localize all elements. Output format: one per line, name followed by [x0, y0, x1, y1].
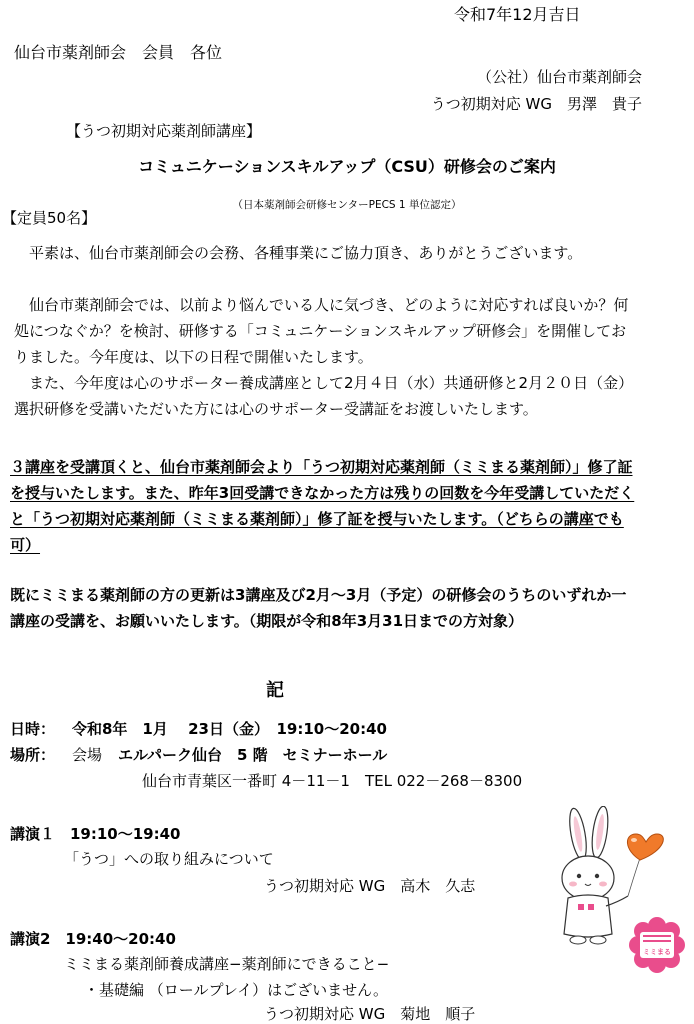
- lecture1-heading: 講演１ 19:10～19:40: [10, 825, 181, 843]
- page-subtitle: （日本薬剤師会研修センターPECS 1 単位認定）: [232, 199, 462, 211]
- lecture2-topic: ミミまる薬剤師養成講座−薬剤師にできること−: [64, 955, 390, 973]
- paragraph-greeting: 平素は、仙台市薬剤師会の会務、各種事業にご協力頂き、ありがとうございます。: [14, 244, 583, 262]
- lecture1-topic: 「うつ」への取り組みについて: [64, 850, 274, 868]
- place-address: 仙台市青葉区一番町 4－11－1 TEL 022－268－8300: [142, 772, 523, 790]
- lecture1-speaker: うつ初期対応 WG 高木 久志: [264, 877, 476, 895]
- paragraph-intro: 仙台市薬剤師会では、以前より悩んでいる人に気づき、どのように対応すれば良いか？何処につなぐか？を検討、研修する「コミュニケーションスキルアップ研修会」を開催しておりました。今年度は、以下の日程で開催いたします。: [14, 296, 629, 366]
- paragraph-renewal: 既にミミまる薬剤師の方の更新は3講座及び2月～3月（予定）の研修会のうちのいずれか一講座の受講を、お願いいたします。（期限が令和8年3月31日までの方対象）: [10, 586, 627, 630]
- paragraph-supporter: また、今年度は心のサポーター養成講座として2月４日（水）共通研修と2月２０日（金）選択研修を受講いただいた方には心のサポーター受講証をお渡しいたします。: [14, 374, 634, 418]
- page-title: コミュニケーションスキルアップ（CSU）研修会のご案内: [138, 157, 556, 176]
- place-value: エルパーク仙台 5 階 セミナーホール: [118, 746, 388, 764]
- course-label: 【うつ初期対応薬剤師講座】: [66, 122, 262, 140]
- document-date: 令和7年12月吉日: [454, 5, 581, 24]
- lecture2-heading: 講演2 19:40～20:40: [10, 930, 176, 948]
- lecture2-speaker: うつ初期対応 WG 菊地 順子: [264, 1005, 476, 1023]
- sender-organization: （公社）仙台市薬剤師会: [476, 68, 642, 86]
- sender-person: うつ初期対応 WG 男澤 貴子: [430, 95, 642, 113]
- badge-label: ミミまる: [643, 948, 671, 956]
- paragraph-certificate: ３講座を受講頂くと、仙台市薬剤師会より「うつ初期対応薬剤師（ミミまる薬剤師）」修了証を授与いたします。また、昨年3回受講できなかった方は残りの回数を今年受講していただくと「うつ初期対応薬剤師（ミミまる薬剤師）」修了証を授与いたします。（どちらの講座でも可）: [10, 458, 635, 554]
- lecture2-note: ・基礎編 （ロールプレイ）はございません。: [84, 981, 389, 999]
- ki-heading: 記: [266, 680, 284, 701]
- mimimaru-badge-icon: [628, 916, 686, 974]
- place-prefix: 会場: [72, 746, 103, 764]
- capacity-label: 【定員50名】: [2, 209, 97, 227]
- datetime-label: 日時：: [10, 720, 56, 738]
- addressee: 仙台市薬剤師会 会員 各位: [14, 43, 223, 62]
- place-label: 場所：: [10, 746, 56, 764]
- datetime-value: 令和8年 1月 23日（金） 19:10～20:40: [72, 720, 387, 738]
